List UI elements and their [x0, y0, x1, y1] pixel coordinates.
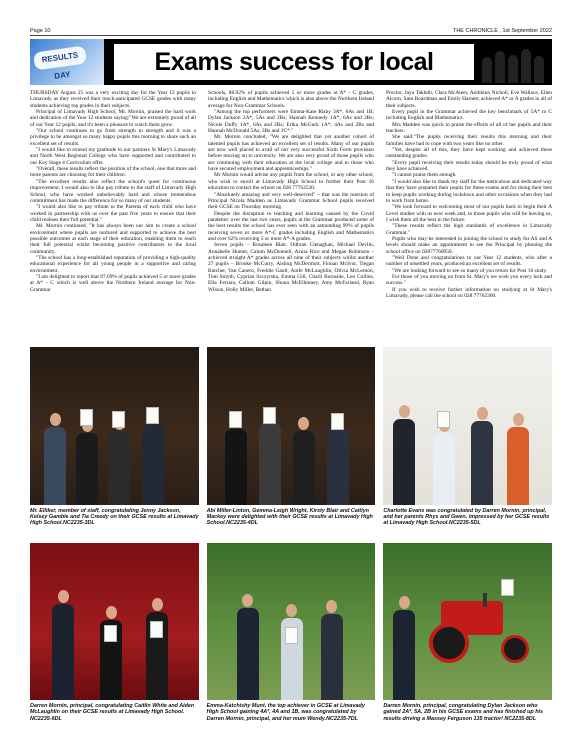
article-paragraph: Mr. Mornin continued, "It has always been our aim to create a school environment where pupils are nurtured and supported to achieve the best possible outcomes at each stage of their education, enabling them to reach their full potential whilst becoming positive contributors to the local community. [30, 223, 196, 255]
article-paragraph: Schools, 86.92% of pupils achieved 5 or more grades at A* - C grades, including English and Mathematics which is also above the Northern Ireland average for Non-Grammar Schools. [208, 90, 374, 109]
photo-1 [30, 347, 199, 505]
article-paragraph: Seven pupils – Rosaleen Blair, Odhran Clenaghan, Michael Devlin, Annabelle Hunter, Calum McDonnell, Azura Rice and Megan Robinson – achieved straight A* grades across all nine of their subjects whilst another 27 pupils – Brooke McCurry, Aisling McDermott, Finnan McIvor, Tiegan Butcher, Van Canero, Freddie Gault, Aoife McLaughlin, Olivia McLernon, Tom Smyth, Cyprian Szczyrska, Emma Gill, Charli Burnside, Leo Collins, Ella Ferrara, Callum Gilpin, Shona McElhinney, Amy McFarland, Ryan Wilson, Holly Miller, Bethan [208, 242, 374, 293]
photo-6 [383, 543, 552, 701]
article-paragraph: Every pupil in the Grammar achieved the key benchmark of 5A* to C including English and Mathematics. [386, 109, 552, 122]
photo-caption-6: Darren Mornin, principal, congratulating Dylan Jackson who gained 2A*, 5A, 2B in his GCSE exams and has finished up his results driving a Massey Ferguson 135 tractor! NC2235-8DL [383, 703, 543, 722]
photo-cell-5 [207, 543, 376, 733]
article-paragraph: "I would like to extend my gratitude to our partners St Mary's Limavady and North West Regional College who have supported and contributed to our Key Stage 4 Curriculum offer. [30, 147, 196, 166]
photo-5 [207, 543, 376, 701]
photo-caption-4: Darren Mornin, principal, congratulating Caitlin White and Aiden McLaughlin on their GCSE results at Limavady High School. NC2235-6DL [30, 703, 195, 722]
headline-banner [30, 39, 552, 85]
photo-caption-3: Charlotte Evans was congratulated by Darren Mornin, principal, and her parents Rhys and Gwen, impressed by her GCSE results at Limavady High School.NC2235-5DL [383, 507, 550, 527]
article-paragraph: "The excellent results also reflect the school's quest for continuous improvement. I would also to like pay tribute to the staff of Limavady High School, who have worked unbelievably hard and whose tremendous commitment has made the difference for so many of our students. [30, 178, 196, 204]
article-paragraph: She said:"The pupils receiving their results this morning and their families have had to cope with two years like no other. [386, 134, 552, 147]
article-paragraph: "Our school continues to go from strength to strength and it was a privilege to be amongst so many happy pupils this morning to share such an excellent set of results. [30, 128, 196, 147]
jumping-figures-graphic [480, 45, 550, 83]
photo-3 [383, 347, 552, 505]
photo-caption-5: Emma-Katchishy Munt, the top achiever in GCSE at Limavady High School gaining 4A*, 4A and 1B, was congratulated by Darren Mornin, principal, and her mum Wendy.NC2235-7DL [206, 703, 365, 722]
article-paragraph: "Well Done and congratulations to our Year 12 students, who after a number of unsettled years, produced an excellent set of results. [386, 254, 552, 268]
photo-cell-3 [383, 347, 552, 537]
headline: Exams success for local [114, 44, 474, 80]
article-paragraph: Proctor, Jaya Takhdir, Clara McAteer, Aoibhinn Nicholl, Eve Wallace, Ellen Alcorn, Sam Boardman and Emily Harnett, achieved A* or A grades in all of their subjects. [386, 90, 552, 109]
photo-2 [207, 347, 376, 505]
article-paragraph: "I would also like to pay tribute to the Parents of each child who have worked in partnership with us over the past five years to ensure that their child realises their full potential." [30, 204, 196, 223]
article-paragraph: "I am delighted to report that 97.69% of pupils achieved 5 or more grades at A* - C which is well above the Northern Ireland average for Non-Grammar [30, 273, 196, 293]
article-paragraph: Mr. Mornin concluded, "We are delighted that yet another cohort of talented pupils has achieved an excellent set of results. Many of our pupils are now well placed to avail of our very successful Sixth Form provision before moving on to university. We are also very proud of those pupils who are continuing with their education at the local college and to those who have secured employment and apprenticeships." [208, 134, 374, 173]
article-paragraph: Despite the disruption to teaching and learning caused by the Covid pandemic over the last two years, pupils at the Grammar produced some of the best results the school has ever seen with an astounding 99% of pupils receiving seven or more A*-C grades including English and Mathematics and over 62% receiving 5 or more A*-A grades. [208, 210, 374, 242]
article-paragraph: Mr Mornin would advise any pupils from the school, or any other school, who wish to enroll at Limavady High School to further their Post 16 education to contact the school on 028 77762520. [208, 172, 374, 192]
article-paragraph: "I would also like to thank my staff for the meticulous and dedicated way that they have prepared their pupils for these exams and for doing their best to keep pupils working during lockdown and other occasions when they had to work from home. [386, 178, 552, 204]
photo-caption-2: Abi Miller-Linton, Gemma-Leigh Wright, Kirsty Blair and Caitlyn Mackey were delighted with their GCSE results at Limavady High School.NC2235-4DL [206, 507, 373, 527]
article-column-2 [208, 90, 374, 344]
photo-4 [30, 543, 199, 701]
article-paragraph: For those of you moving on from St. Mary's we wish you every luck and success." [386, 273, 552, 287]
newspaper-issue: THE CHRONICLE , 1st September 2022 [452, 27, 552, 34]
photo-cell-2 [207, 347, 376, 537]
tractor-graphic [423, 601, 535, 663]
article-paragraph: "I cannot praise them enough. [392, 172, 457, 179]
page-header [30, 26, 552, 36]
photo-cell-4 [30, 543, 199, 733]
article-paragraph: "We look forward to welcoming most of our pupils back to begin their A Level studies with us next week and, to those pupils who will be leaving us, I wish them all the best in the future. [386, 204, 552, 223]
article-body [30, 90, 552, 344]
results-day-graphic [30, 39, 104, 85]
article-paragraph: "Among the top performers were Emma-Kate Risby 3A*, 6As and 1B; Dylan Jackson 2A*, 5As and 2Bs; Hannah Kennedy 1A*, 6As and 2Bs; Nicole Duffy 1A*, 6As and 2Bs; Erika McGurk 1A*, 4As and 2Bs and Hannah McDonald 5As, 3Bs and 1C*." [208, 109, 374, 135]
article-paragraph: "Yet, despite all of this, they have kept working and achieved these outstanding grades. [386, 147, 552, 160]
photo-grid [30, 347, 552, 732]
article-paragraph: Pupils who may be interested in joining the school to study for AS and A levels should make an appointment to see the Principal by phoning the school office on 02877760950. [386, 235, 552, 255]
article-paragraph: "We are looking forward to see so many of you return for Post 16 study. [392, 267, 548, 274]
page-number: Page 10 [30, 27, 51, 34]
article-column-3 [386, 90, 552, 344]
photo-cell-1 [30, 347, 199, 537]
article-paragraph: "These results reflect the high standards of excellence in Limavady Grammar." [386, 223, 552, 236]
results-day-badge: RESULTS DAY [33, 45, 87, 70]
photo-caption-1: Mr. Elliker, member of staff, congratulating Jenny Jackson, Kelsey Gamble and Tia Creedy on their GCSE results at Limavady High School.NC2235-3DL [30, 507, 199, 527]
article-paragraph: Principal of Limavady High School, Mr. Mornin, praised the hard work and dedication of the Year 12 students saying:"We are extremely proud of all of our Year 12 pupils, and it's been a pleasure to watch them grow. [30, 109, 196, 128]
article-paragraph: "Absolutely amazing and very well-deserved" – that was the reaction of Principal Nicola Madden as Limavady Grammar School pupils received their GCSE on Thursday morning. [208, 191, 374, 211]
article-paragraph: "The school has a long-established reputation of providing a high-quality educational experience for all young people in a supportive and caring environment. [30, 254, 196, 274]
article-paragraph: Mrs Madden was quick to praise the efforts of all of her pupils and their teachers. [386, 121, 552, 135]
article-paragraph: "Overall, these results reflect the position of the school, one that more and more parents are choosing for their children. [30, 166, 196, 179]
photo-cell-6 [383, 543, 552, 733]
article-paragraph: If you wish to receive further information on studying at St Mary's Limavady, please call the school on 028 77762360. [386, 286, 552, 299]
article-column-1 [30, 90, 196, 344]
article-paragraph: "Every pupil receiving their results today should be truly proud of what they have achieved. [386, 159, 552, 173]
article-paragraph: THURSDAY August 25 was a very exciting day for the Year 12 pupils in Limavady as they received their much-anticipated GCSE grades with many students achieving top grades in their subjects. [30, 90, 196, 109]
